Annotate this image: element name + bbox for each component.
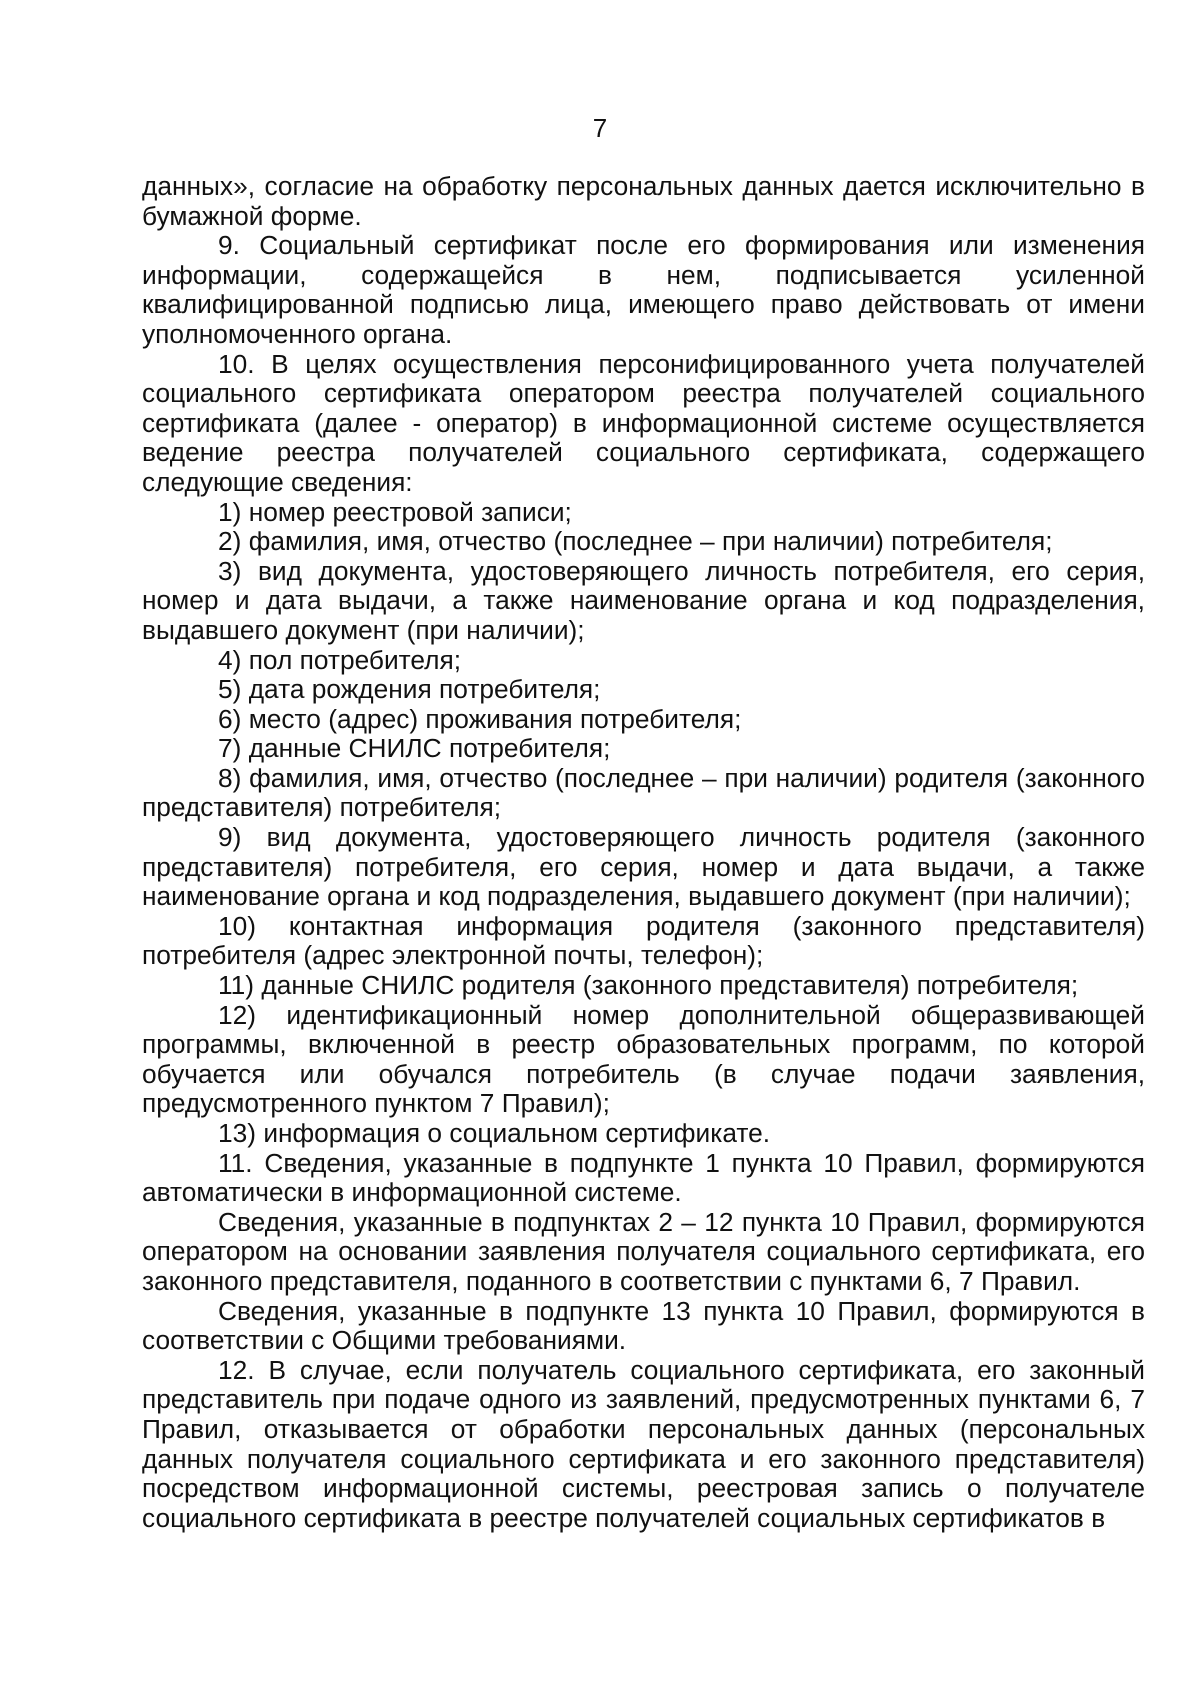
paragraph: 12) идентификационный номер дополнительной общеразвивающей программы, включенной в реестр образовательных программ, по которой обучается или обучался потребитель (в случае подачи заявления, предусмотренного пунктом 7 Правил); [142,999,1145,1119]
paragraph: 10. В целях осуществления персонифицированного учета получателей социального сертификата оператором реестра получателей социального сертификата (далее - оператор) в информационной системе осуществляется ведение реестра получателей социального сертификата, содержащего следующие сведения: [142,348,1145,497]
document-body [142,172,1145,1533]
paragraph: Сведения, указанные в подпунктах 2 – 12 пункта 10 Правил, формируются оператором на основании заявления получателя социального сертификата, его законного представителя, поданного в соответствии с пунктами 6, 7 Правил. [142,1206,1145,1296]
paragraph: 1) номер реестровой записи; [218,496,572,527]
paragraph: 2) фамилия, имя, отчество (последнее – при наличии) потребителя; [218,526,1053,557]
paragraph: 7) данные СНИЛС потребителя; [218,733,611,764]
paragraph: 5) дата рождения потребителя; [218,674,601,705]
paragraph: 8) фамилия, имя, отчество (последнее – при наличии) родителя (законного представителя) потребителя; [142,762,1145,823]
paragraph: Сведения, указанные в подпункте 13 пункта 10 Правил, формируются в соответствии с Общими требованиями. [142,1295,1145,1356]
paragraph: 6) место (адрес) проживания потребителя; [218,703,742,734]
paragraph: 4) пол потребителя; [218,644,462,675]
paragraph: 9. Социальный сертификат после его формирования или изменения информации, содержащейся в нем, подписывается усиленной квалифицированной подписью лица, имеющего право действовать от имени уполномоченного органа. [142,230,1145,349]
paragraph: 10) контактная информация родителя (законного представителя) потребителя (адрес электронной почты, телефон); [142,910,1145,971]
page-number: 7 [592,113,608,143]
paragraph: данных», согласие на обработку персональных данных дается исключительно в бумажной форме. [142,171,1145,231]
paragraph: 9) вид документа, удостоверяющего личность родителя (законного представителя) потребителя, его серия, номер и дата выдачи, а также наименование органа и код подразделения, выдавшего документ (при наличии); [142,822,1145,912]
paragraph: 3) вид документа, удостоверяющего личность потребителя, его серия, номер и дата выдачи, а также наименование органа и код подразделения, выдавшего документ (при наличии); [142,555,1145,645]
paragraph: 11) данные СНИЛС родителя (законного представителя) потребителя; [218,970,1079,1001]
paragraph: 12. В случае, если получатель социального сертификата, его законный представитель при подаче одного из заявлений, предусмотренных пунктами 6, 7 Правил, отказывается от обработки персональных данных (персональных данных получателя социального сертификата и его законного представителя) посредством информационной системы, реестровая запись о получателе социального сертификата в реестре получателей социальных сертификатов в [142,1354,1145,1533]
paragraph: 13) информация о социальном сертификате. [218,1118,771,1148]
paragraph: 11. Сведения, указанные в подпункте 1 пункта 10 Правил, формируются автоматически в информационной системе. [142,1147,1145,1208]
